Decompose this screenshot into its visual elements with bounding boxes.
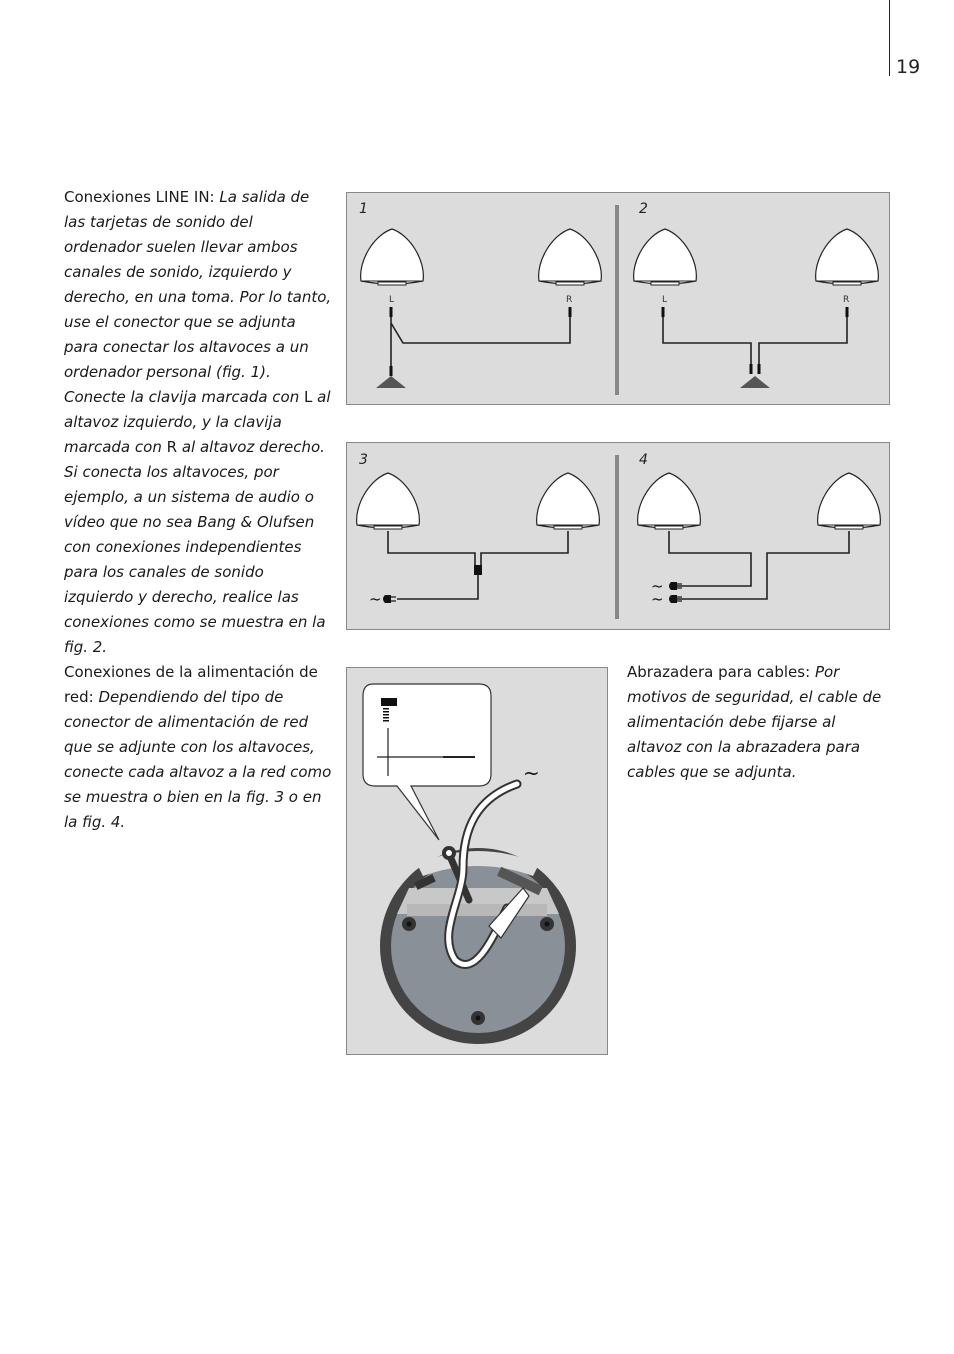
label-r: R — [843, 295, 850, 305]
clamp-section — [627, 660, 892, 785]
computer-jack-icon — [376, 376, 406, 388]
label-r: R — [566, 295, 573, 305]
cable-dual — [663, 317, 847, 365]
figure-panel-line-in — [346, 192, 890, 405]
figure-4-number: 4 — [639, 452, 648, 468]
mains-symbol: ~ — [651, 590, 664, 608]
speaker-right-icon — [539, 229, 602, 285]
speaker-left-icon — [634, 229, 697, 285]
power-cable-merge — [388, 531, 568, 567]
power-heading: Conexiones de la alimentación de red: — [64, 663, 318, 706]
mains-symbol: ~ — [651, 577, 664, 595]
line-in-heading: Conexiones LINE IN: — [64, 188, 215, 206]
page-number: 19 — [896, 56, 921, 78]
cable-y-split — [391, 317, 570, 369]
line-in-plug-r: R — [166, 438, 178, 456]
speaker-left-icon — [361, 229, 424, 285]
figure-panel-power — [346, 442, 890, 630]
line-in-paragraph-2 — [64, 460, 334, 660]
speaker-right-icon — [816, 229, 879, 285]
audio-jack-icon — [740, 376, 770, 388]
line-in-plug-l: L — [304, 388, 313, 406]
line-in-text-c: al altavoz derecho. — [181, 438, 325, 456]
speaker-right-icon — [537, 473, 600, 529]
line-in-text-2: Si conecta los altavoces, por ejemplo, a un sistema de audio o vídeo que no sea Bang & Olufsen con conexiones independientes para los canales de sonido izquierdo y derecho, realice las conexiones como se muestra en la fig. 2. — [64, 463, 326, 656]
line-in-text-b: al altavoz izquierdo, y la clavija marcada con — [64, 388, 331, 456]
figure-1-number: 1 — [359, 201, 368, 217]
speaker-left-icon — [357, 473, 420, 529]
clamp-heading: Abrazadera para cables: — [627, 663, 811, 681]
power-text: Dependiendo del tipo de conector de alimentación de red que se adjunte con los altavoces, conecte cada altavoz a la red como se muestra o bien en la fig. 3 o en la fig. 4. — [64, 688, 332, 831]
power-cable-left — [669, 531, 751, 586]
power-cable-right — [677, 531, 849, 599]
figure-divider — [615, 205, 619, 395]
mains-plug-icon — [383, 595, 396, 603]
cable-clamp-diagram — [347, 668, 609, 1056]
figure-cable-clamp — [346, 667, 608, 1055]
mains-symbol: ~ — [523, 761, 540, 785]
speaker-left-icon — [638, 473, 701, 529]
line-in-diagram — [347, 193, 891, 406]
figure-2-number: 2 — [639, 201, 648, 217]
page-rule — [889, 0, 890, 76]
power-diagram — [347, 443, 891, 631]
line-in-text-a: La salida de las tarjetas de sonido del ordenador suelen llevar ambos canales de sonido, izquierdo y derecho, en una toma. Por lo tanto, use el conector que se adjunta para conectar los altavoces a un ordenador personal (fig. 1). Conecte la clavija marcada con — [64, 188, 332, 406]
label-l: L — [662, 295, 668, 305]
line-in-section — [64, 185, 334, 460]
mains-symbol: ~ — [369, 590, 382, 608]
figure-3-number: 3 — [359, 452, 368, 468]
speaker-right-icon — [818, 473, 881, 529]
power-section — [64, 660, 334, 835]
figure-divider — [615, 455, 619, 619]
label-l: L — [389, 295, 395, 305]
clamp-text: Por motivos de seguridad, el cable de alimentación debe fijarse al altavoz con la abrazadera para cables que se adjunta. — [627, 663, 882, 781]
